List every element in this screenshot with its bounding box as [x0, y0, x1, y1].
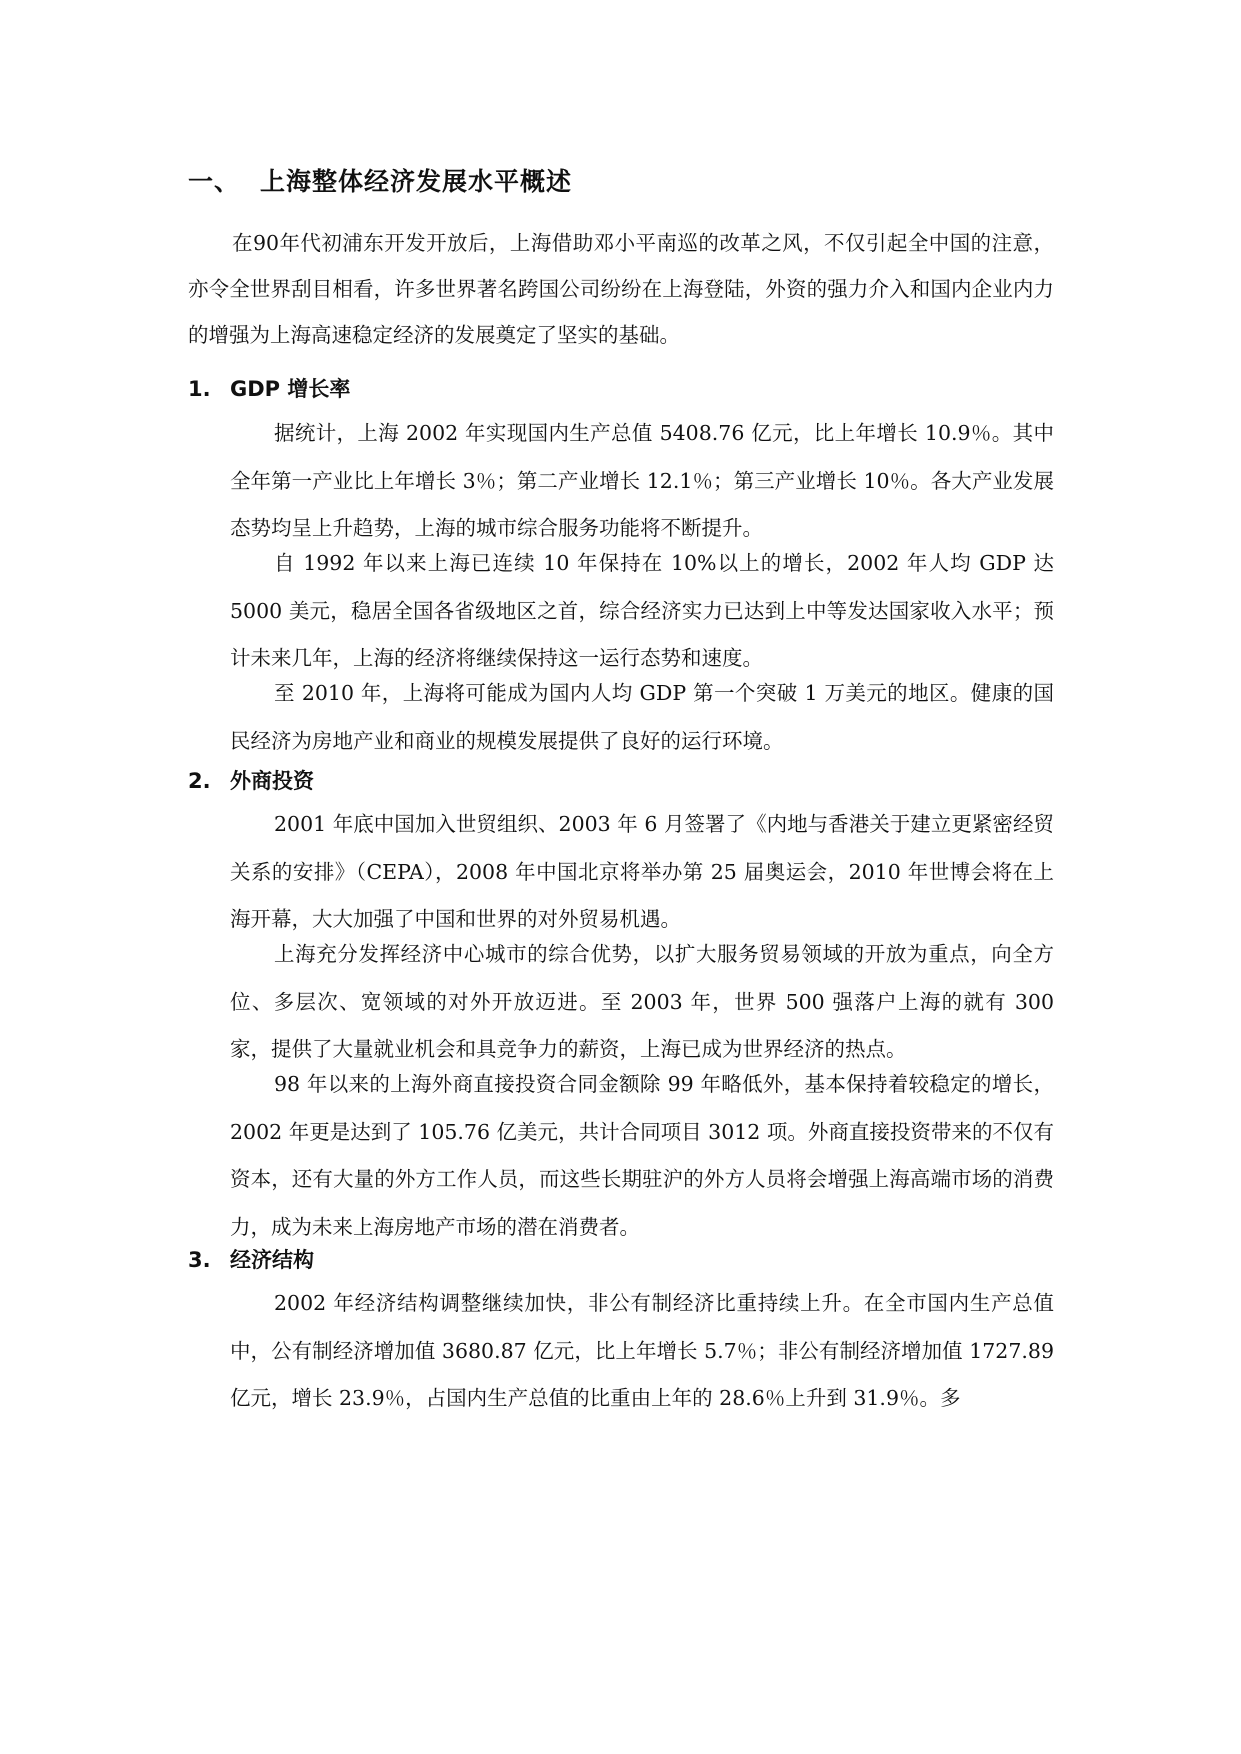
page-title	[188, 162, 1088, 202]
intro-paragraph: 在90年代初浦东开发开放后，上海借助邓小平南巡的改革之风，不仅引起全中国的注意，亦令全世界刮目相看，许多世界著名跨国公司纷纷在上海登陆，外资的强力介入和国内企业内力的增强为上海高速稳定经济的发展奠定了坚实的基础。	[188, 231, 1054, 347]
paragraph: 至 2010 年，上海将可能成为国内人均 GDP 第一个突破 1 万美元的地区。健康的国民经济为房地产业和商业的规模发展提供了良好的运行环境。	[230, 681, 1054, 753]
section-number: 2.	[188, 769, 211, 793]
section-title: 外商投资	[230, 769, 314, 793]
title-number: 一、	[188, 167, 241, 196]
paragraph: 98 年以来的上海外商直接投资合同金额除 99 年略低外，基本保持着较稳定的增长，2002 年更是达到了 105.76 亿美元，共计合同项目 3012 项。外商直接投资带来的不仅有资本，还有大量的外方工作人员，而这些长期驻沪的外方人员将会增强上海高端市场的消费力，成为未来上海房地产市场的潜在消费者。	[230, 1072, 1054, 1239]
section-title: GDP 增长率	[230, 377, 351, 401]
section-number: 3.	[188, 1248, 211, 1272]
title-text: 上海整体经济发展水平概述	[260, 167, 573, 196]
paragraph: 上海充分发挥经济中心城市的综合优势，以扩大服务贸易领域的开放为重点，向全方位、多层次、宽领域的对外开放迈进。至 2003 年，世界 500 强落户上海的就有 300 家，提供了大量就业机会和具竞争力的薪资，上海已成为世界经济的热点。	[230, 942, 1054, 1061]
section-heading-foreign-investment	[188, 764, 888, 798]
paragraph: 2002 年经济结构调整继续加快，非公有制经济比重持续上升。在全市国内生产总值中，公有制经济增加值 3680.87 亿元，比上年增长 5.7％；非公有制经济增加值 1727.89 亿元，增长 23.9％，占国内生产总值的比重由上年的 28.6％上升到 31.9％。多	[230, 1291, 1054, 1410]
paragraph: 据统计，上海 2002 年实现国内生产总值 5408.76 亿元，比上年增长 10.9％。其中全年第一产业比上年增长 3％；第二产业增长 12.1％；第三产业增长 10％。各大产业发展态势均呈上升趋势，上海的城市综合服务功能将不断提升。	[230, 421, 1054, 540]
section-number: 1.	[188, 377, 211, 401]
section-heading-economic-structure	[188, 1243, 888, 1277]
paragraph: 2001 年底中国加入世贸组织、2003 年 6 月签署了《内地与香港关于建立更紧密经贸关系的安排》（CEPA），2008 年中国北京将举办第 25 届奥运会，2010 年世博会将在上海开幕，大大加强了中国和世界的对外贸易机遇。	[230, 812, 1054, 931]
section-heading-gdp	[188, 372, 888, 406]
section-title: 经济结构	[230, 1248, 314, 1272]
paragraph: 自 1992 年以来上海已连续 10 年保持在 10%以上的增长，2002 年人均 GDP 达 5000 美元，稳居全国各省级地区之首，综合经济实力已达到上中等发达国家收入水平；预计未来几年，上海的经济将继续保持这一运行态势和速度。	[230, 551, 1054, 670]
